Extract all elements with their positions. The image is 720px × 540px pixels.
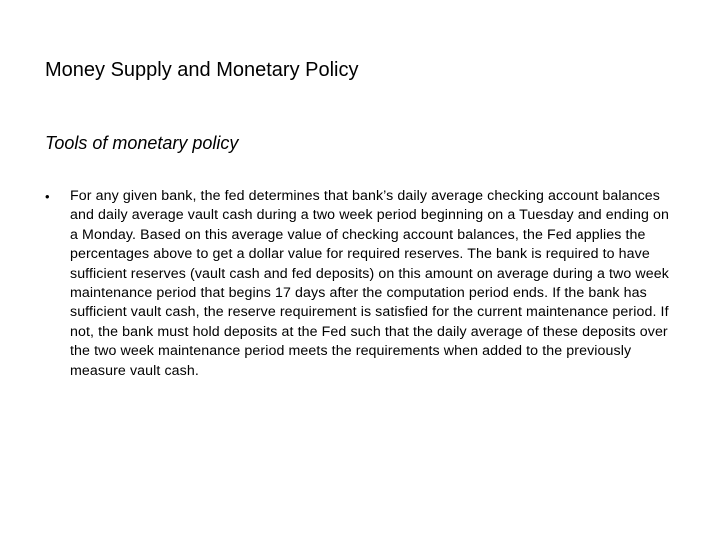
bullet-text: For any given bank, the fed determines that bank’s daily average checking account balances and daily average vault cash during a two week period beginning on a Tuesday and ending on a Monday. Based on this average value of checking account balances, the Fed applies the percentages above to get a dollar value for required reserves. The bank is required to have sufficient reserves (vault cash and fed deposits) on this amount on average during a two week maintenance period that begins 17 days after the computation period ends. If the bank has sufficient vault cash, the reserve requirement is satisfied for the current maintenance period. If not, the bank must hold deposits at the Fed such that the daily average of these deposits over the two week maintenance period meets the requirements when added to the previously measure vault cash. bbox=[70, 188, 669, 379]
slide-subtitle: Tools of monetary policy bbox=[45, 133, 239, 153]
bullet-list bbox=[45, 187, 685, 381]
slide-title: Money Supply and Monetary Policy bbox=[45, 59, 359, 81]
bullet-item bbox=[45, 187, 685, 381]
bullet-marker: • bbox=[45, 189, 50, 204]
